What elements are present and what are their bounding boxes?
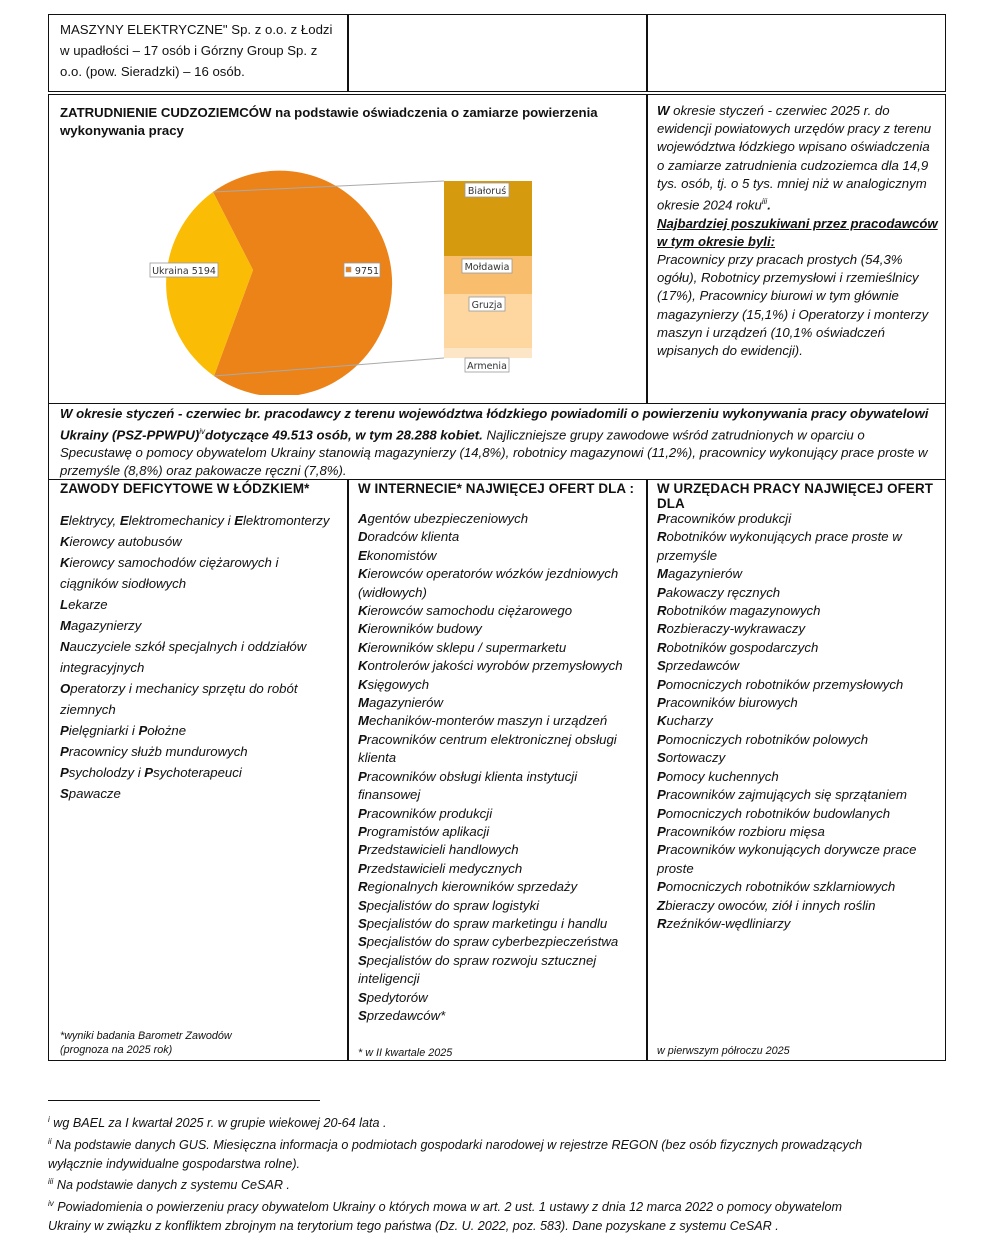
list-item bbox=[358, 547, 642, 565]
list-item bbox=[358, 878, 642, 896]
list-item-text: ucharzy bbox=[666, 713, 713, 729]
list-item bbox=[657, 602, 937, 620]
ukraine-bold-part: W okresie styczeń - czerwiec br. pracodawcy z terenu województwa łódzkiego powiadomili o powierzeniu wykonywania pracy obywatelowi Ukrainy (PSZ-PPWPU) bbox=[60, 406, 929, 443]
list-item bbox=[358, 915, 642, 933]
list-item-text: agazynierów bbox=[369, 695, 444, 711]
list-item-text: ierowników budowy bbox=[367, 621, 482, 637]
list-item: Elektrycy, Elektromechanicy i Elektromonterzy bbox=[60, 513, 330, 528]
list-item-text: racowników wykonujących dorywcze prace proste bbox=[657, 842, 917, 876]
list-item bbox=[657, 897, 937, 915]
list-item-initial: P bbox=[657, 676, 666, 692]
list-item bbox=[657, 805, 937, 823]
list-item bbox=[358, 823, 642, 841]
list-item-initial: S bbox=[657, 658, 666, 674]
footnote-text: wg BAEL za I kwartał 2025 r. w grupie wiekowej 20-64 lata . bbox=[49, 1116, 387, 1131]
list-item-initial: P bbox=[358, 823, 367, 839]
list-item-initial: P bbox=[358, 731, 367, 747]
list-item-text: racowników rozbioru mięsa bbox=[665, 823, 825, 839]
label-other bbox=[344, 263, 380, 277]
list-item-initial: S bbox=[358, 934, 367, 950]
list-item: Pracownicy służb mundurowych bbox=[60, 744, 248, 759]
list-item-initial: R bbox=[657, 915, 667, 931]
list-item-initial: P bbox=[358, 768, 367, 784]
list-item bbox=[657, 878, 937, 896]
list-item-initial: A bbox=[358, 511, 368, 526]
list-item: Operatorzy i mechanicy sprzętu do robót ziemnych bbox=[60, 681, 298, 717]
list-item-initial: R bbox=[657, 603, 667, 619]
list-item-text: omocniczych robotników budowlanych bbox=[665, 805, 891, 821]
list-item bbox=[657, 786, 937, 804]
side-intro-sup: iii bbox=[761, 197, 768, 207]
list-item bbox=[358, 620, 642, 638]
list-item bbox=[657, 676, 937, 694]
list-item-text: bieraczy owoców, ziół i innych roślin bbox=[665, 897, 876, 913]
list-item-initial: K bbox=[358, 676, 368, 692]
list-item-text: rzedstawicieli medycznych bbox=[366, 860, 523, 876]
list-item-text: obotników gospodarczych bbox=[666, 639, 819, 655]
list-item-text: konomistów bbox=[366, 547, 437, 563]
ukraine-bold-part2: dotyczące 49.513 osób, w tym 28.288 kobiet. bbox=[205, 427, 483, 443]
label-ukraina bbox=[150, 263, 218, 277]
list-item bbox=[657, 731, 937, 749]
list-item: Pielęgniarki i Położne bbox=[60, 723, 187, 738]
list-item bbox=[358, 952, 642, 989]
foreigners-divider bbox=[646, 94, 648, 404]
list-item-initial: K bbox=[358, 566, 368, 582]
list-item bbox=[657, 694, 937, 712]
list-item-text: racowników centrum elektronicznej obsługi klienta bbox=[358, 731, 617, 766]
label-gruzja bbox=[469, 297, 505, 311]
list-item bbox=[358, 694, 642, 712]
list-item bbox=[358, 712, 642, 730]
list-item-text: racowników zajmujących się sprzątaniem bbox=[665, 787, 907, 803]
list-item bbox=[657, 620, 937, 638]
list-item bbox=[358, 565, 642, 602]
list-item-initial: S bbox=[358, 915, 367, 931]
top-row-cell-text: MASZYNY ELEKTRYCZNE" Sp. z o.o. z Łodzi w upadłości – 17 osób i Górzny Group Sp. z o.o. (pow. Sieradzki) – 16 osób. bbox=[60, 22, 333, 79]
list-item-initial: P bbox=[358, 805, 367, 821]
list-item bbox=[358, 676, 642, 694]
list-item-text: omocniczych robotników przemysłowych bbox=[665, 676, 904, 692]
ukraine-rest: Najliczniejsze grupy zawodowe wśród zatrudnionych w oparciu o Specustawę o pomocy obywatelom Ukrainy stanowią magazynierzy (14,8%), robotnicy magazynowi (11,2%), pracownicy wykonujący prace proste w przemyśle (8,8%) oraz pakowacze ręczni (7,8%). bbox=[60, 427, 928, 478]
internet-list bbox=[358, 510, 642, 1025]
columns-divider-1 bbox=[347, 479, 349, 1061]
svg-text:Białoruś: Białoruś bbox=[467, 186, 507, 197]
footnote-item bbox=[48, 1173, 878, 1195]
list-item-initial: K bbox=[657, 713, 667, 729]
list-item-text: omocy kuchennych bbox=[665, 768, 779, 784]
list-item-initial: P bbox=[358, 860, 367, 876]
list-item-text: sięgowych bbox=[367, 676, 430, 692]
list-item-initial: P bbox=[657, 879, 666, 895]
list-item-text: rzedstawicieli handlowych bbox=[366, 842, 519, 858]
list-item-text: omocniczych robotników szklarniowych bbox=[665, 879, 896, 895]
list-item bbox=[358, 639, 642, 657]
column-header-deficit: ZAWODY DEFICYTOWE W ŁÓDZKIEM* bbox=[60, 481, 310, 496]
side-body: Pracownicy przy pracach prostych (54,3% ogółu), Robotnicy przemysłowi i rzemieślnicy (17%), Pracownicy biurowi w tym głównie magazynierzy (15,1%) i Operatorzy i monterzy maszyn i urządzeń (10,1% oświadczeń wpisanych do ewidencji). bbox=[657, 252, 929, 359]
ukraine-paragraph bbox=[60, 405, 940, 480]
list-item-initial: S bbox=[358, 1007, 367, 1023]
list-item-initial: P bbox=[657, 731, 666, 747]
list-item-initial: P bbox=[657, 823, 666, 839]
list-item: Magazynierzy bbox=[60, 618, 142, 633]
list-item bbox=[358, 897, 642, 915]
list-item-text: ierowców samochodu ciężarowego bbox=[367, 603, 573, 619]
list-item-initial: R bbox=[657, 529, 667, 545]
list-item-text: echaników-monterów maszyn i urządzeń bbox=[369, 713, 608, 729]
list-item-text: ierowców operatorów wózków jezdniowych (widłowych) bbox=[358, 566, 619, 600]
list-item-initial: S bbox=[657, 750, 666, 766]
list-item-text: omocniczych robotników polowych bbox=[665, 731, 869, 747]
bar-segment-armenia bbox=[444, 348, 532, 358]
list-item: Lekarze bbox=[60, 597, 108, 612]
list-item-initial: R bbox=[657, 639, 667, 655]
footnote-mark: iii bbox=[48, 1177, 54, 1187]
list-item bbox=[657, 657, 937, 675]
footnote-item bbox=[48, 1111, 878, 1133]
list-item bbox=[657, 565, 937, 583]
svg-text:9751: 9751 bbox=[354, 266, 380, 277]
list-item-text: ierowników sklepu / supermarketu bbox=[367, 639, 567, 655]
footnote-separator bbox=[48, 1100, 320, 1101]
list-item bbox=[657, 510, 937, 528]
footnote-text: Na podstawie danych GUS. Miesięczna informacja o podmiotach gospodarki narodowej w rejestrze REGON (bez osób fizycznych prowadzących wyłącznie indywidualne gospodarstwa rolne). bbox=[48, 1137, 863, 1171]
list-item-initial: P bbox=[657, 842, 666, 858]
list-item bbox=[358, 731, 642, 768]
list-item-initial: S bbox=[358, 952, 367, 968]
list-item bbox=[358, 768, 642, 805]
list-item-initial: R bbox=[358, 879, 368, 895]
list-item-text: ontrolerów jakości wyrobów przemysłowych bbox=[367, 658, 623, 674]
list-item bbox=[358, 860, 642, 878]
list-item bbox=[358, 805, 642, 823]
offices-footnote: w pierwszym półroczu 2025 bbox=[657, 1045, 790, 1057]
side-intro: okresie styczeń - czerwiec 2025 r. do ewidencji powiatowych urzędów pracy z terenu województwa łódzkiego wpisano oświadczenia o zamiarze zatrudnienia cudzoziemca dla 14,9 tys. osób, tj. o 5 tys. mniej niż w analogicznym okresie 2024 roku bbox=[657, 103, 932, 213]
list-item bbox=[657, 768, 937, 786]
footnote-item bbox=[48, 1195, 878, 1235]
deficit-footnote: *wyniki badania Barometr Zawodów (prognoza na 2025 rok) bbox=[60, 1030, 232, 1056]
svg-text:Gruzja: Gruzja bbox=[471, 300, 503, 311]
list-item-text: pecjalistów do spraw marketingu i handlu bbox=[366, 915, 608, 931]
columns-divider-2 bbox=[646, 479, 648, 1061]
list-item-text: ortowaczy bbox=[665, 750, 726, 766]
list-item-text: racowników biurowych bbox=[665, 695, 798, 711]
list-item-text: pecjalistów do spraw logistyki bbox=[366, 897, 540, 913]
top-row-divider-2 bbox=[646, 14, 648, 92]
list-item-text: ozbieraczy-wykrawaczy bbox=[666, 621, 806, 637]
list-item bbox=[657, 639, 937, 657]
svg-text:Mołdawia: Mołdawia bbox=[464, 262, 510, 273]
list-item-text: obotników magazynowych bbox=[666, 603, 821, 619]
list-item-text: akowaczy ręcznych bbox=[665, 584, 781, 600]
list-item-initial: P bbox=[657, 787, 666, 803]
footnote-mark: iv bbox=[48, 1198, 54, 1208]
list-item-initial: M bbox=[358, 713, 369, 729]
list-item-text: przedawców* bbox=[366, 1007, 446, 1023]
list-item bbox=[358, 989, 642, 1007]
list-item: Spawacze bbox=[60, 786, 121, 801]
label-armenia bbox=[465, 358, 509, 372]
list-item bbox=[657, 841, 937, 878]
list-item-initial: P bbox=[657, 584, 666, 600]
footnote-text: Na podstawie danych z systemu CeSAR . bbox=[53, 1178, 290, 1193]
svg-text:Armenia: Armenia bbox=[467, 361, 507, 372]
label-bialorus bbox=[465, 183, 509, 197]
list-item bbox=[657, 749, 937, 767]
list-item-text: pecjalistów do spraw rozwoju sztucznej inteligencji bbox=[358, 952, 597, 987]
list-item-initial: K bbox=[358, 658, 368, 674]
side-intro-end: . bbox=[767, 197, 771, 213]
list-item bbox=[657, 528, 937, 565]
side-heading: Najbardziej poszukiwani przez pracodawców w tym okresie byli: bbox=[657, 215, 938, 249]
list-item bbox=[657, 823, 937, 841]
column-header-offices: W URZĘDACH PRACY NAJWIĘCEJ OFERT DLA bbox=[657, 481, 933, 511]
list-item: Nauczyciele szkół specjalnych i oddziałów integracyjnych bbox=[60, 639, 307, 675]
footnote-text: Powiadomienia o powierzeniu pracy obywatelom Ukrainy o których mowa w art. 2 ust. 1 ustawy z dnia 12 marca 2022 o pomocy obywatelom Ukrainy w związku z konfliktem zbrojnym na terytorium tego państwa (Dz. U. 2022, poz. 583). Dane pozyskane z systemu CeSAR . bbox=[48, 1200, 842, 1233]
list-item-initial: Z bbox=[657, 897, 666, 913]
list-item-text: oradców klienta bbox=[367, 529, 460, 545]
svg-text:Ukraina 5194: Ukraina 5194 bbox=[152, 266, 216, 277]
footnote-item bbox=[48, 1133, 878, 1173]
list-item-initial: M bbox=[657, 566, 668, 582]
list-item: Psycholodzy i Psychoterapeuci bbox=[60, 765, 242, 780]
list-item bbox=[657, 584, 937, 602]
list-item-text: rogramistów aplikacji bbox=[366, 823, 490, 839]
list-item-text: obotników wykonujących prace proste w przemyśle bbox=[657, 529, 902, 563]
list-item bbox=[358, 602, 642, 620]
offices-list bbox=[657, 510, 937, 933]
list-item-text: gentów ubezpieczeniowych bbox=[367, 511, 529, 526]
list-item-initial: S bbox=[358, 897, 367, 913]
list-item bbox=[657, 712, 937, 730]
label-moldawia bbox=[462, 259, 512, 273]
list-item-text: racowników produkcji bbox=[665, 511, 792, 526]
list-item-initial: E bbox=[358, 547, 367, 563]
foreigners-chart bbox=[140, 150, 540, 395]
top-row-divider-1 bbox=[347, 14, 349, 92]
foreigners-side-text bbox=[657, 102, 939, 360]
side-intro-bold: W bbox=[657, 103, 670, 118]
list-item-initial: K bbox=[358, 603, 368, 619]
list-item-initial: P bbox=[657, 768, 666, 784]
list-item-initial: M bbox=[358, 695, 369, 711]
list-item-text: egionalnych kierowników sprzedaży bbox=[367, 879, 578, 895]
list-item-initial: R bbox=[657, 621, 667, 637]
list-item-text: pedytorów bbox=[366, 989, 428, 1005]
column-header-internet: W INTERNECIE* NAJWIĘCEJ OFERT DLA : bbox=[358, 481, 635, 496]
internet-footnote: * w II kwartale 2025 bbox=[358, 1047, 453, 1059]
list-item-initial: K bbox=[358, 639, 368, 655]
list-item-initial: S bbox=[358, 989, 367, 1005]
deficit-list bbox=[60, 510, 330, 804]
list-item bbox=[358, 1007, 642, 1025]
list-item-initial: K bbox=[358, 621, 368, 637]
list-item-text: agazynierów bbox=[668, 566, 743, 582]
list-item-text: racowników produkcji bbox=[366, 805, 493, 821]
footnotes bbox=[48, 1111, 878, 1235]
list-item-initial: P bbox=[657, 695, 666, 711]
list-item bbox=[358, 933, 642, 951]
list-item: Kierowcy samochodów ciężarowych i ciągników siodłowych bbox=[60, 555, 279, 591]
footnote-mark: i bbox=[48, 1115, 50, 1124]
list-item-initial: P bbox=[657, 511, 666, 526]
list-item-initial: D bbox=[358, 529, 368, 545]
list-item: Kierowcy autobusów bbox=[60, 534, 182, 549]
list-item-text: przedawców bbox=[665, 658, 740, 674]
list-item-initial: P bbox=[657, 805, 666, 821]
list-item bbox=[657, 915, 937, 933]
list-item-initial: P bbox=[358, 842, 367, 858]
list-item-text: pecjalistów do spraw cyberbezpieczeństwa bbox=[366, 934, 619, 950]
list-item bbox=[358, 510, 642, 528]
list-item-text: racowników obsługi klienta instytucji finansowej bbox=[358, 768, 578, 803]
foreigners-title: ZATRUDNIENIE CUDZOZIEMCÓW na podstawie oświadczenia o zamiarze powierzenia wykonywania pracy bbox=[60, 105, 598, 138]
list-item bbox=[358, 657, 642, 675]
list-item bbox=[358, 528, 642, 546]
ukraine-sup: iv bbox=[199, 426, 206, 436]
list-item-text: zeźników-wędliniarzy bbox=[666, 915, 791, 931]
list-item bbox=[358, 841, 642, 859]
footnote-mark: ii bbox=[48, 1136, 52, 1146]
